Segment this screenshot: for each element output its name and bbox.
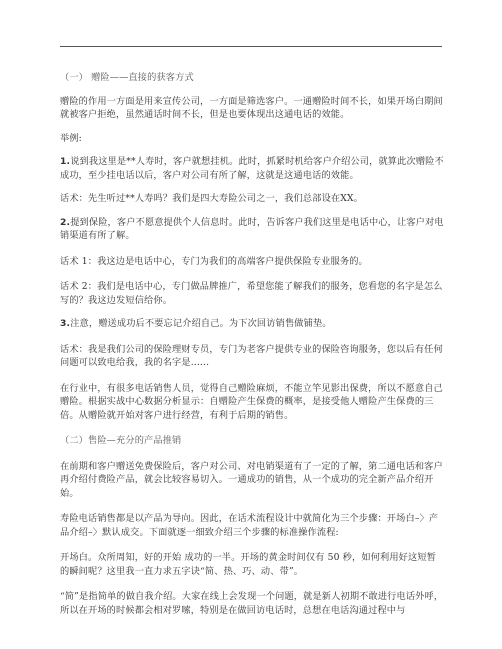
- section-heading-gift-insurance: （一） 赠险——直接的获客方式: [60, 72, 194, 83]
- document-body: [60, 71, 444, 617]
- script-item-3: 话术：我是我们公司的保险理财专员，专门为老客户提供专业的保险咨询服务，您以后有任何问题可以致电给我，我的名字是......: [60, 343, 443, 368]
- item-number: 3.: [60, 318, 71, 329]
- script-item-2-1: 话术 1：我这边是电话中心，专门为我们的高端客户提供保险专业服务的。: [60, 255, 368, 267]
- example-item-3: [60, 317, 444, 331]
- example-item-1: [60, 155, 444, 182]
- item-number: 1.: [60, 156, 71, 167]
- paragraph-closing: 在行业中，有很多电话销售人员，觉得自己赠险麻烦，不能立竿见影出保费，所以不愿意自己赠险。根据实战中心数据分析显示：自赠险产生保费的概率，是接受他人赠险产生保费的三倍。从赠险就开始对客户进行经营，有利于后期的销售。: [60, 382, 443, 421]
- item-text: 提到保险，客户不愿意提供个人信息时。此时，告诉客户我们这里是电话中心，让客户对电销渠道有所了解。: [60, 216, 444, 241]
- section-heading-sales: （二）售险—充分的产品推销: [60, 435, 182, 446]
- item-number: 2.: [60, 216, 71, 228]
- script-item-1: 话术：先生听过**人寿吗？我们是四大寿险公司之一，我们总部设在XX。: [60, 193, 363, 204]
- paragraph-intro: 赠险的作用一方面是用来宣传公司，一方面是筛选客户。一通赠险时间不长，如果开场白期间就被客户拒绝，虽然通话时间不长，但是也要体现出这通电话的效能。: [60, 95, 443, 120]
- script-item-2-2: 话术 2：我们是电话中心，专门做品牌推广，希望您能了解我们的服务，您看您的名字是怎么写的？我这边发短信给你。: [60, 281, 443, 306]
- paragraph-sales-2: 寿险电话销售都是以产品为导向。因此，在话术流程设计中就简化为三个步骤：开场白–〉产品介绍–〉默认成交。下面就逐一细致介绍三个步骤的标准操作流程:: [60, 513, 439, 538]
- header-rule: [60, 46, 442, 47]
- item-text: 说到我这里是**人寿时，客户就想挂机。此时，抓紧时机给客户介绍公司，就算此次赠险不成功，至少挂电话以后，客户对公司有所了解，这就是这通电话的效能。: [60, 156, 444, 181]
- paragraph-sales-1: 在前期和客户赠送免费保险后，客户对公司、对电销渠道有了一定的了解，第二通电话和客户再介绍付费险产品，就会比较容易切入。一通成功的销售，从一个成功的完全新产品介绍开始。: [60, 460, 443, 499]
- example-label: 举例:: [60, 132, 82, 144]
- example-item-2: [60, 216, 444, 243]
- paragraph-sales-3: 开场白。众所周知，好的开始 成功的一半。开场的黄金时间仅有 50 秒，如何利用好这短暂的瞬间呢？这里我一直力求五字诀“简、热、巧、动、带”。: [60, 552, 437, 577]
- item-text: 注意，赠送成功后不要忘记介绍自己。为下次回访销售做铺垫。: [70, 318, 332, 329]
- paragraph-sales-4: “简”是指简单的做自我介绍。大家在线上会发现一个问题，就是新人初期不敢进行电话外呼，所以在开场的时候都会相对罗嗦，特别是在做回访电话时，总想在电话沟通过程中与: [60, 591, 444, 616]
